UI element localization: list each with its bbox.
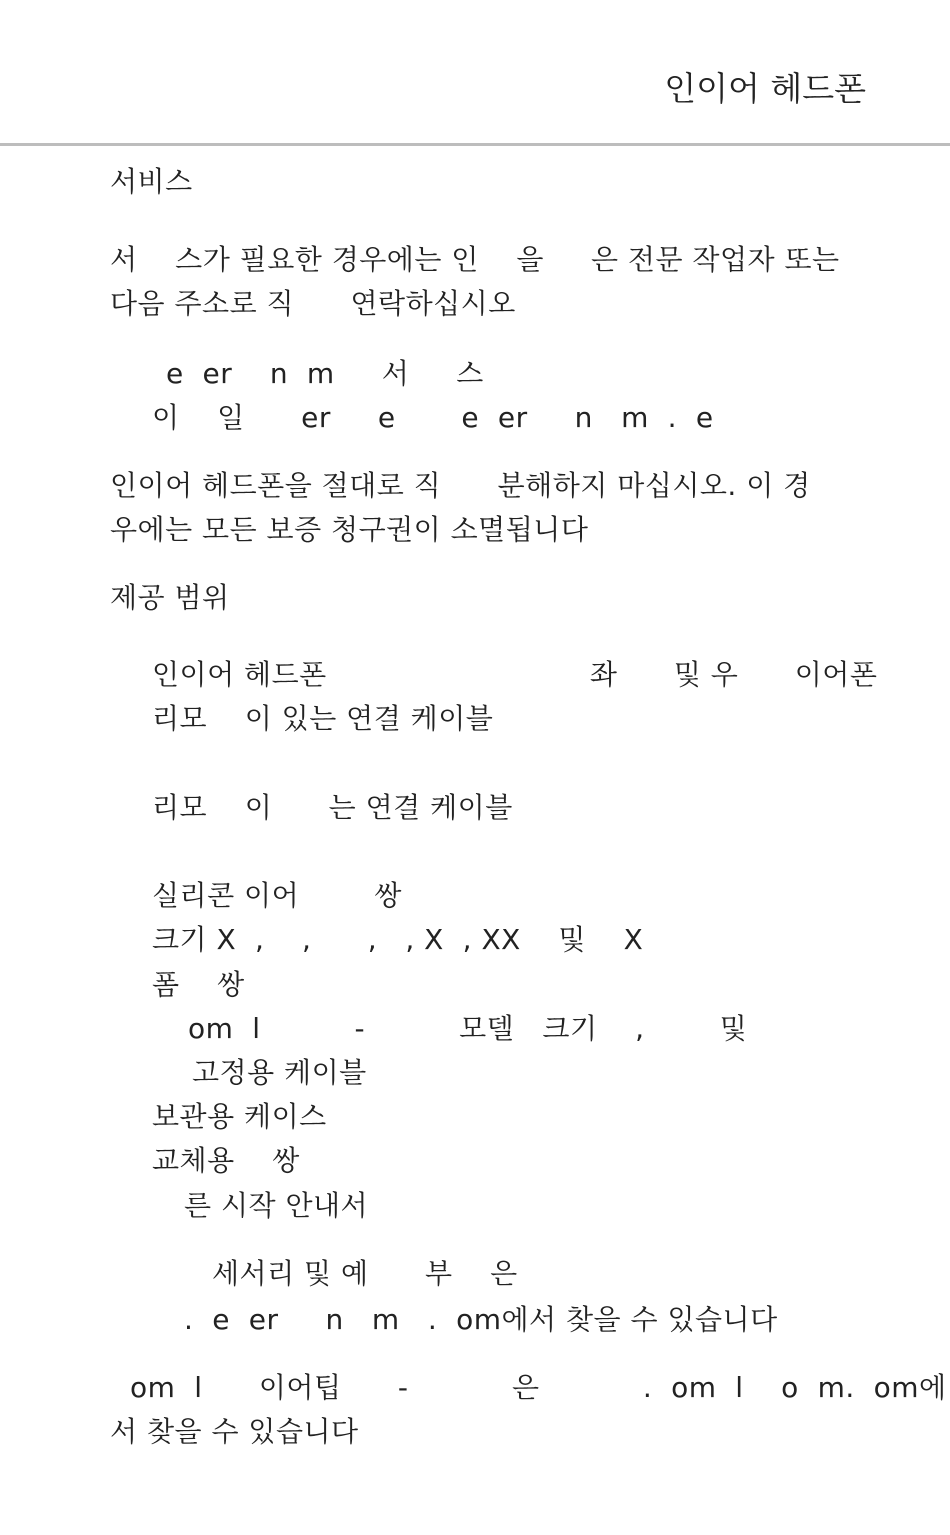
service-intro-line: 다음 주소로 직 연락하십시오 bbox=[110, 287, 516, 320]
scope-item: 인이어 헤드폰 좌 및 우 이어폰 bbox=[152, 658, 878, 691]
accessories-note: 세서리 및 예 부 은 bbox=[212, 1257, 518, 1290]
service-contact-name: e er n m 서 스 bbox=[166, 357, 484, 390]
scope-item: 교체용 쌍 bbox=[152, 1144, 300, 1177]
service-heading: 서비스 bbox=[110, 165, 193, 198]
scope-item: 리모 이 있는 연결 케이블 bbox=[152, 702, 494, 735]
scope-item: 고정용 케이블 bbox=[192, 1056, 367, 1089]
scope-item: 실리콘 이어 쌍 bbox=[152, 879, 402, 912]
eartips-note: 서 찾을 수 있습니다 bbox=[110, 1415, 359, 1448]
scope-item: 보관용 케이스 bbox=[152, 1100, 327, 1133]
scope-heading: 제공 범위 bbox=[110, 581, 230, 614]
scope-item: 리모 이 는 연결 케이블 bbox=[152, 791, 513, 824]
accessories-url: . e er n m . om에서 찾을 수 있습니다 bbox=[184, 1303, 778, 1336]
service-contact-email: 이 일 er e e er n m . e bbox=[152, 401, 714, 434]
scope-item: 른 시작 안내서 bbox=[184, 1189, 369, 1222]
scope-item: om l - 모델 크기 , 및 bbox=[188, 1012, 748, 1045]
eartips-note: om l 이어팁 - 은 . om l o m. om에 bbox=[130, 1371, 947, 1404]
service-intro-line: 서 스가 필요한 경우에는 인 을 은 전문 작업자 또는 bbox=[110, 243, 840, 276]
header-divider bbox=[0, 143, 950, 146]
scope-item: 크기 X , , , , X , XX 및 X bbox=[152, 923, 644, 956]
service-warning-line: 인이어 헤드폰을 절대로 직 분해하지 마십시오. 이 경 bbox=[110, 469, 811, 502]
service-warning-line: 우에는 모든 보증 청구권이 소멸됩니다 bbox=[110, 513, 589, 546]
scope-item: 폼 쌍 bbox=[152, 968, 245, 1001]
page-header-title: 인이어 헤드폰 bbox=[664, 69, 866, 108]
